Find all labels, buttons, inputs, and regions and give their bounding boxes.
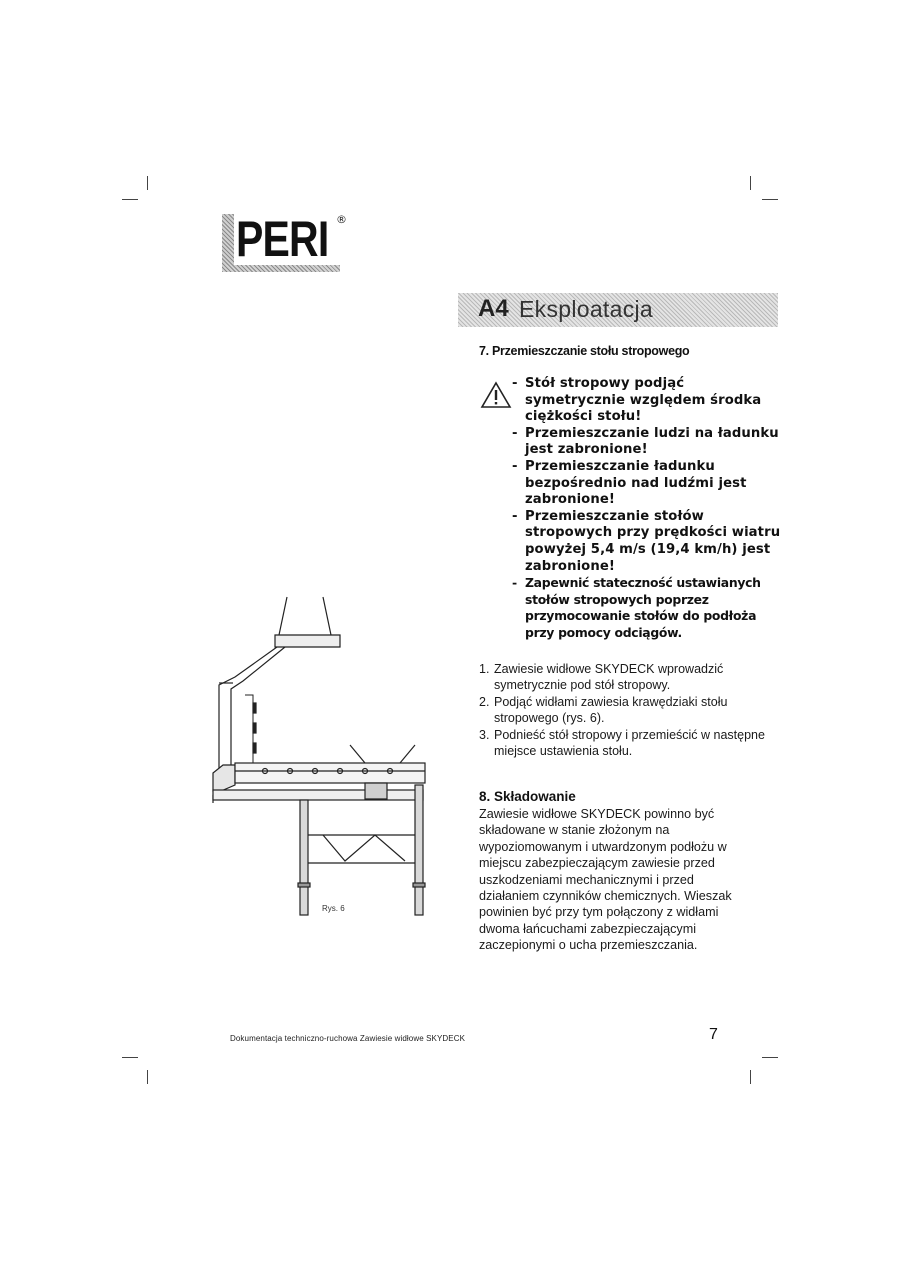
step-text: Podjąć widłami zawiesia krawędziaki stołu stropowego (rys. 6). [494, 694, 728, 726]
section-number: A4 [478, 295, 509, 322]
step-item [479, 727, 769, 760]
crop-mark [750, 1070, 751, 1084]
step-item [479, 694, 769, 727]
crop-mark [750, 176, 751, 190]
step-text: Zawiesie widłowe SKYDECK wprowadzić symetrycznie pod stół stropowy. [494, 662, 724, 693]
step-number: 3. [479, 727, 490, 742]
warning-item: - Przemieszczanie ludzi na ładunku jest zabronione! [512, 426, 782, 459]
registered-mark: ® [336, 213, 347, 226]
page-number: 7 [709, 1026, 718, 1043]
warning-item: - Stół stropowy podjąć symetrycznie względem środka ciężkości stołu! [512, 376, 782, 426]
step-item [479, 661, 769, 694]
crop-mark [147, 1070, 148, 1084]
figure-caption: Rys. 6 [322, 904, 345, 913]
step-list [479, 661, 769, 759]
warning-item: - Przemieszczanie stołów stropowych przy prędkości wiatru powyżej 5,4 m/s (19,4 km/h) jest zabronione! [512, 509, 782, 575]
step-text: Podnieść stół stropowy i przemieścić w następne miejsce ustawienia stołu. [494, 727, 765, 759]
fork-lift-drawing [205, 595, 445, 925]
crop-mark [122, 199, 138, 200]
crop-mark [762, 1057, 778, 1058]
section-8-heading: 8. Składowanie [479, 789, 576, 804]
peri-logo [222, 211, 342, 272]
warning-list [512, 376, 782, 642]
section-8-body: Zawiesie widłowe SKYDECK powinno być składowane w stanie złożonym na wypoziomowanym i utwardzonym podłożu w miejscu zabezpieczającym zawiesie przed uszkodzeniami mechanicznymi i przed działaniem czynników chemicznych. Wieszak powinien być przy tym połączony z widłami dwoma łańcuchami zabezpieczającymi zaczepionymi o ucha przemieszczania. [479, 807, 732, 953]
crop-mark [122, 1057, 138, 1058]
section-7-heading: 7. Przemieszczanie stołu stropowego [479, 344, 690, 358]
warning-item: - Zapewnić stateczność ustawianych stołów stropowych poprzez przymocowanie stołów do podłoża przy pomocy odciągów. [512, 575, 782, 641]
logo-text: PERI [236, 211, 329, 267]
warning-triangle-icon [480, 381, 512, 409]
section-title: Eksploatacja [519, 296, 654, 322]
warning-item: - Przemieszczanie ładunku bezpośrednio nad ludźmi jest zabronione! [512, 459, 782, 509]
footer-text: Dokumentacja techniczno-ruchowa Zawiesie widłowe SKYDECK [230, 1034, 466, 1043]
section-banner [458, 293, 778, 327]
logo-bar [222, 214, 234, 272]
step-number: 2. [479, 694, 490, 709]
crop-mark [762, 199, 778, 200]
step-number: 1. [479, 662, 490, 676]
crop-mark [147, 176, 148, 190]
